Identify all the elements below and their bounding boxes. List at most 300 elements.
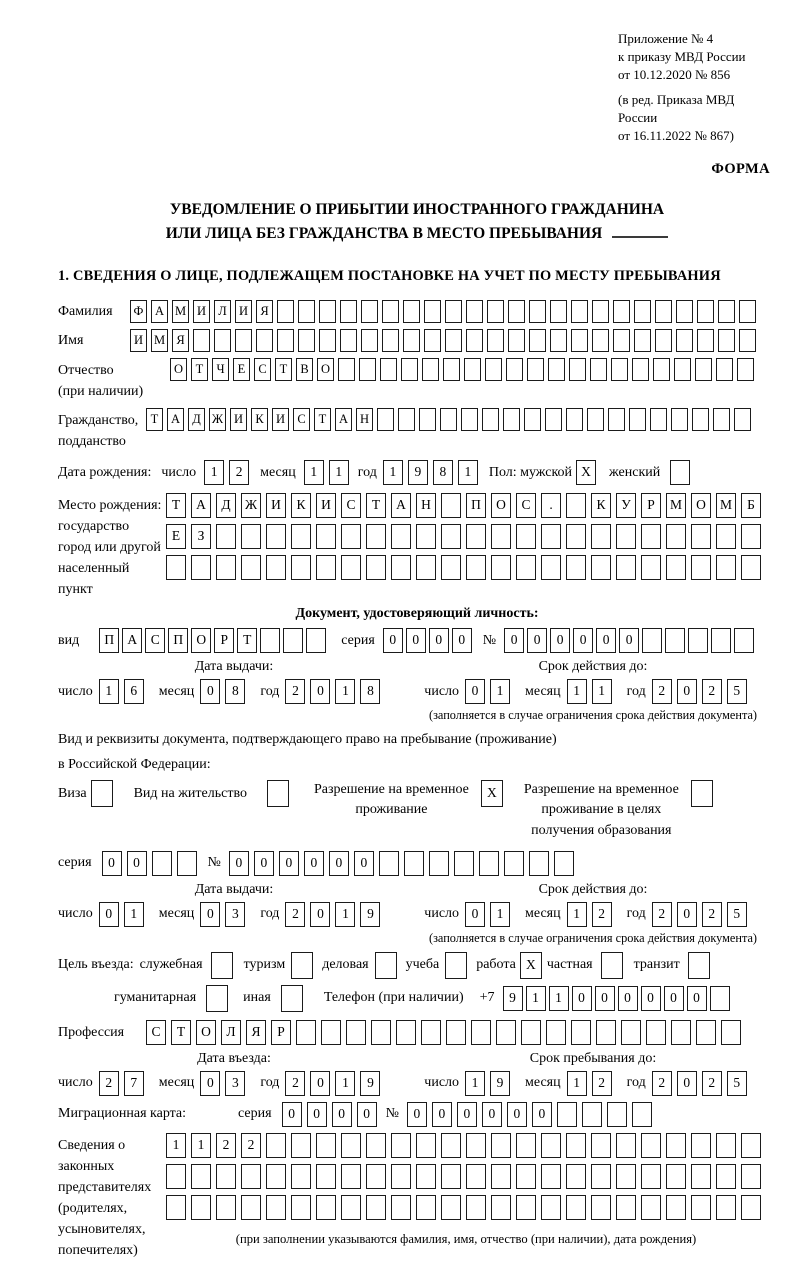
- char-cell[interactable]: С: [341, 493, 361, 518]
- char-cell[interactable]: [491, 524, 511, 549]
- char-cell[interactable]: [371, 1020, 391, 1045]
- char-cell[interactable]: [739, 329, 756, 352]
- char-cell[interactable]: [545, 408, 562, 431]
- char-cell[interactable]: [191, 1164, 211, 1189]
- char-cell[interactable]: 0: [429, 628, 449, 653]
- char-cell[interactable]: Ф: [130, 300, 147, 323]
- char-cell[interactable]: [710, 986, 730, 1011]
- char-cell[interactable]: [616, 555, 636, 580]
- char-cell[interactable]: [491, 1195, 511, 1220]
- char-cell[interactable]: 7: [124, 1071, 144, 1096]
- char-cell[interactable]: [541, 1195, 561, 1220]
- char-cell[interactable]: 1: [465, 1071, 485, 1096]
- char-cell[interactable]: [634, 300, 651, 323]
- char-cell[interactable]: Л: [221, 1020, 241, 1045]
- char-cell[interactable]: [166, 555, 186, 580]
- char-cell[interactable]: О: [491, 493, 511, 518]
- char-cell[interactable]: 0: [596, 628, 616, 653]
- char-cell[interactable]: М: [151, 329, 168, 352]
- char-cell[interactable]: 0: [504, 628, 524, 653]
- char-cell[interactable]: [256, 329, 273, 352]
- char-cell[interactable]: X: [576, 460, 596, 485]
- char-cell[interactable]: [359, 358, 376, 381]
- char-cell[interactable]: [461, 408, 478, 431]
- char-cell[interactable]: [466, 1133, 486, 1158]
- char-cell[interactable]: 1: [458, 460, 478, 485]
- char-cell[interactable]: Р: [214, 628, 234, 653]
- char-cell[interactable]: [341, 1133, 361, 1158]
- char-cell[interactable]: [666, 1195, 686, 1220]
- char-cell[interactable]: [590, 358, 607, 381]
- char-cell[interactable]: 0: [332, 1102, 352, 1127]
- char-cell[interactable]: М: [666, 493, 686, 518]
- char-cell[interactable]: [377, 408, 394, 431]
- char-cell[interactable]: [655, 329, 672, 352]
- char-cell[interactable]: [429, 851, 449, 876]
- char-cell[interactable]: [671, 408, 688, 431]
- char-cell[interactable]: 1: [124, 902, 144, 927]
- char-cell[interactable]: 2: [592, 902, 612, 927]
- char-cell[interactable]: [398, 408, 415, 431]
- char-cell[interactable]: 0: [550, 628, 570, 653]
- char-cell[interactable]: 0: [354, 851, 374, 876]
- char-cell[interactable]: [277, 329, 294, 352]
- char-cell[interactable]: [382, 300, 399, 323]
- char-cell[interactable]: [608, 408, 625, 431]
- char-cell[interactable]: И: [130, 329, 147, 352]
- char-cell[interactable]: [566, 1164, 586, 1189]
- char-cell[interactable]: М: [716, 493, 736, 518]
- char-cell[interactable]: [445, 300, 462, 323]
- char-cell[interactable]: Ж: [209, 408, 226, 431]
- char-cell[interactable]: [676, 300, 693, 323]
- char-cell[interactable]: [424, 300, 441, 323]
- char-cell[interactable]: [548, 358, 565, 381]
- char-cell[interactable]: [601, 952, 623, 979]
- char-cell[interactable]: [366, 555, 386, 580]
- char-cell[interactable]: [516, 555, 536, 580]
- char-cell[interactable]: [216, 524, 236, 549]
- char-cell[interactable]: [521, 1020, 541, 1045]
- char-cell[interactable]: А: [191, 493, 211, 518]
- char-cell[interactable]: [445, 952, 467, 979]
- char-cell[interactable]: [665, 628, 685, 653]
- char-cell[interactable]: Б: [741, 493, 761, 518]
- char-cell[interactable]: [216, 1195, 236, 1220]
- char-cell[interactable]: [316, 1164, 336, 1189]
- char-cell[interactable]: 0: [677, 679, 697, 704]
- char-cell[interactable]: [646, 1020, 666, 1045]
- char-cell[interactable]: .: [541, 493, 561, 518]
- char-cell[interactable]: К: [251, 408, 268, 431]
- char-cell[interactable]: [441, 524, 461, 549]
- char-cell[interactable]: [440, 408, 457, 431]
- char-cell[interactable]: 0: [664, 986, 684, 1011]
- char-cell[interactable]: [642, 628, 662, 653]
- char-cell[interactable]: 0: [102, 851, 122, 876]
- char-cell[interactable]: [191, 1195, 211, 1220]
- char-cell[interactable]: Р: [641, 493, 661, 518]
- char-cell[interactable]: [235, 329, 252, 352]
- char-cell[interactable]: [403, 329, 420, 352]
- char-cell[interactable]: 9: [360, 1071, 380, 1096]
- char-cell[interactable]: 1: [592, 679, 612, 704]
- char-cell[interactable]: [716, 1195, 736, 1220]
- char-cell[interactable]: 0: [357, 1102, 377, 1127]
- char-cell[interactable]: [166, 1195, 186, 1220]
- char-cell[interactable]: [557, 1102, 577, 1127]
- char-cell[interactable]: 0: [573, 628, 593, 653]
- char-cell[interactable]: [504, 851, 524, 876]
- char-cell[interactable]: 0: [329, 851, 349, 876]
- char-cell[interactable]: [491, 1164, 511, 1189]
- char-cell[interactable]: [741, 524, 761, 549]
- char-cell[interactable]: 0: [618, 986, 638, 1011]
- char-cell[interactable]: [216, 1164, 236, 1189]
- char-cell[interactable]: [241, 1164, 261, 1189]
- char-cell[interactable]: 5: [727, 902, 747, 927]
- char-cell[interactable]: 1: [191, 1133, 211, 1158]
- char-cell[interactable]: [291, 555, 311, 580]
- char-cell[interactable]: [613, 300, 630, 323]
- char-cell[interactable]: 1: [329, 460, 349, 485]
- char-cell[interactable]: [592, 300, 609, 323]
- char-cell[interactable]: [366, 1195, 386, 1220]
- char-cell[interactable]: [716, 358, 733, 381]
- char-cell[interactable]: [737, 358, 754, 381]
- char-cell[interactable]: [421, 1020, 441, 1045]
- char-cell[interactable]: Ж: [241, 493, 261, 518]
- char-cell[interactable]: [361, 329, 378, 352]
- char-cell[interactable]: [416, 1133, 436, 1158]
- char-cell[interactable]: [422, 358, 439, 381]
- char-cell[interactable]: [316, 555, 336, 580]
- char-cell[interactable]: [267, 780, 289, 807]
- char-cell[interactable]: [464, 358, 481, 381]
- char-cell[interactable]: [582, 1102, 602, 1127]
- char-cell[interactable]: [241, 524, 261, 549]
- char-cell[interactable]: [506, 358, 523, 381]
- char-cell[interactable]: [416, 555, 436, 580]
- char-cell[interactable]: [346, 1020, 366, 1045]
- char-cell[interactable]: [277, 300, 294, 323]
- char-cell[interactable]: Я: [246, 1020, 266, 1045]
- char-cell[interactable]: [529, 300, 546, 323]
- char-cell[interactable]: [641, 555, 661, 580]
- char-cell[interactable]: А: [391, 493, 411, 518]
- char-cell[interactable]: [454, 851, 474, 876]
- char-cell[interactable]: И: [272, 408, 289, 431]
- char-cell[interactable]: О: [196, 1020, 216, 1045]
- char-cell[interactable]: [741, 1133, 761, 1158]
- char-cell[interactable]: 1: [567, 679, 587, 704]
- char-cell[interactable]: [216, 555, 236, 580]
- char-cell[interactable]: 1: [304, 460, 324, 485]
- char-cell[interactable]: Ч: [212, 358, 229, 381]
- char-cell[interactable]: С: [146, 1020, 166, 1045]
- char-cell[interactable]: [416, 1164, 436, 1189]
- char-cell[interactable]: [445, 329, 462, 352]
- char-cell[interactable]: [266, 524, 286, 549]
- char-cell[interactable]: [516, 1195, 536, 1220]
- char-cell[interactable]: 1: [383, 460, 403, 485]
- char-cell[interactable]: [340, 300, 357, 323]
- char-cell[interactable]: [241, 555, 261, 580]
- char-cell[interactable]: [443, 358, 460, 381]
- char-cell[interactable]: 3: [225, 1071, 245, 1096]
- char-cell[interactable]: И: [193, 300, 210, 323]
- char-cell[interactable]: [691, 1133, 711, 1158]
- char-cell[interactable]: [441, 555, 461, 580]
- char-cell[interactable]: Я: [256, 300, 273, 323]
- char-cell[interactable]: [632, 1102, 652, 1127]
- char-cell[interactable]: [592, 329, 609, 352]
- char-cell[interactable]: [516, 1133, 536, 1158]
- char-cell[interactable]: [193, 329, 210, 352]
- char-cell[interactable]: [607, 1102, 627, 1127]
- char-cell[interactable]: 1: [490, 679, 510, 704]
- char-cell[interactable]: [616, 1164, 636, 1189]
- char-cell[interactable]: [616, 1133, 636, 1158]
- char-cell[interactable]: [666, 1133, 686, 1158]
- char-cell[interactable]: 1: [549, 986, 569, 1011]
- char-cell[interactable]: [629, 408, 646, 431]
- char-cell[interactable]: [341, 1195, 361, 1220]
- char-cell[interactable]: 1: [166, 1133, 186, 1158]
- char-cell[interactable]: [541, 555, 561, 580]
- char-cell[interactable]: А: [167, 408, 184, 431]
- char-cell[interactable]: [491, 1133, 511, 1158]
- char-cell[interactable]: [591, 555, 611, 580]
- char-cell[interactable]: [718, 300, 735, 323]
- char-cell[interactable]: [571, 1020, 591, 1045]
- char-cell[interactable]: [466, 1195, 486, 1220]
- char-cell[interactable]: [688, 952, 710, 979]
- char-cell[interactable]: [591, 1133, 611, 1158]
- char-cell[interactable]: 0: [406, 628, 426, 653]
- char-cell[interactable]: Н: [356, 408, 373, 431]
- char-cell[interactable]: [341, 555, 361, 580]
- char-cell[interactable]: А: [335, 408, 352, 431]
- char-cell[interactable]: [671, 1020, 691, 1045]
- char-cell[interactable]: 1: [335, 902, 355, 927]
- char-cell[interactable]: [503, 408, 520, 431]
- char-cell[interactable]: К: [291, 493, 311, 518]
- char-cell[interactable]: [341, 1164, 361, 1189]
- char-cell[interactable]: 0: [383, 628, 403, 653]
- char-cell[interactable]: 2: [702, 679, 722, 704]
- char-cell[interactable]: [697, 300, 714, 323]
- char-cell[interactable]: [366, 524, 386, 549]
- char-cell[interactable]: [479, 851, 499, 876]
- char-cell[interactable]: 9: [503, 986, 523, 1011]
- char-cell[interactable]: [403, 300, 420, 323]
- char-cell[interactable]: 2: [229, 460, 249, 485]
- char-cell[interactable]: 0: [127, 851, 147, 876]
- char-cell[interactable]: 0: [407, 1102, 427, 1127]
- char-cell[interactable]: А: [151, 300, 168, 323]
- char-cell[interactable]: 1: [335, 1071, 355, 1096]
- char-cell[interactable]: [316, 524, 336, 549]
- char-cell[interactable]: И: [316, 493, 336, 518]
- char-cell[interactable]: [298, 329, 315, 352]
- char-cell[interactable]: [152, 851, 172, 876]
- char-cell[interactable]: Р: [271, 1020, 291, 1045]
- char-cell[interactable]: С: [293, 408, 310, 431]
- char-cell[interactable]: [266, 555, 286, 580]
- char-cell[interactable]: 0: [282, 1102, 302, 1127]
- char-cell[interactable]: [416, 1195, 436, 1220]
- char-cell[interactable]: С: [516, 493, 536, 518]
- char-cell[interactable]: 2: [285, 902, 305, 927]
- char-cell[interactable]: [466, 1164, 486, 1189]
- char-cell[interactable]: [691, 1195, 711, 1220]
- char-cell[interactable]: Т: [166, 493, 186, 518]
- char-cell[interactable]: [541, 1133, 561, 1158]
- char-cell[interactable]: [291, 1133, 311, 1158]
- char-cell[interactable]: 9: [490, 1071, 510, 1096]
- char-cell[interactable]: [634, 329, 651, 352]
- char-cell[interactable]: 0: [465, 679, 485, 704]
- char-cell[interactable]: [529, 851, 549, 876]
- char-cell[interactable]: [487, 329, 504, 352]
- char-cell[interactable]: [641, 1133, 661, 1158]
- char-cell[interactable]: 9: [408, 460, 428, 485]
- char-cell[interactable]: С: [254, 358, 271, 381]
- char-cell[interactable]: [191, 555, 211, 580]
- char-cell[interactable]: [296, 1020, 316, 1045]
- char-cell[interactable]: [291, 1195, 311, 1220]
- char-cell[interactable]: П: [466, 493, 486, 518]
- char-cell[interactable]: 8: [360, 679, 380, 704]
- char-cell[interactable]: [491, 555, 511, 580]
- char-cell[interactable]: Е: [166, 524, 186, 549]
- char-cell[interactable]: 5: [727, 1071, 747, 1096]
- char-cell[interactable]: 6: [124, 679, 144, 704]
- char-cell[interactable]: 0: [532, 1102, 552, 1127]
- char-cell[interactable]: [283, 628, 303, 653]
- char-cell[interactable]: [338, 358, 355, 381]
- char-cell[interactable]: И: [266, 493, 286, 518]
- char-cell[interactable]: [655, 300, 672, 323]
- char-cell[interactable]: У: [616, 493, 636, 518]
- char-cell[interactable]: [674, 358, 691, 381]
- char-cell[interactable]: 0: [527, 628, 547, 653]
- char-cell[interactable]: [177, 851, 197, 876]
- char-cell[interactable]: [485, 358, 502, 381]
- char-cell[interactable]: [266, 1133, 286, 1158]
- char-cell[interactable]: [691, 524, 711, 549]
- char-cell[interactable]: [382, 329, 399, 352]
- char-cell[interactable]: [691, 1164, 711, 1189]
- char-cell[interactable]: [641, 1195, 661, 1220]
- char-cell[interactable]: [260, 628, 280, 653]
- char-cell[interactable]: [496, 1020, 516, 1045]
- char-cell[interactable]: [441, 1195, 461, 1220]
- char-cell[interactable]: 0: [595, 986, 615, 1011]
- char-cell[interactable]: [441, 1133, 461, 1158]
- char-cell[interactable]: Т: [237, 628, 257, 653]
- char-cell[interactable]: 0: [200, 902, 220, 927]
- char-cell[interactable]: 0: [677, 902, 697, 927]
- char-cell[interactable]: 0: [310, 679, 330, 704]
- char-cell[interactable]: [591, 524, 611, 549]
- char-cell[interactable]: 1: [99, 679, 119, 704]
- char-cell[interactable]: [716, 1133, 736, 1158]
- char-cell[interactable]: [566, 408, 583, 431]
- char-cell[interactable]: [546, 1020, 566, 1045]
- char-cell[interactable]: [508, 329, 525, 352]
- char-cell[interactable]: [734, 628, 754, 653]
- char-cell[interactable]: 2: [652, 679, 672, 704]
- char-cell[interactable]: О: [317, 358, 334, 381]
- char-cell[interactable]: Т: [275, 358, 292, 381]
- char-cell[interactable]: 2: [285, 679, 305, 704]
- char-cell[interactable]: [527, 358, 544, 381]
- char-cell[interactable]: 2: [241, 1133, 261, 1158]
- char-cell[interactable]: [466, 555, 486, 580]
- char-cell[interactable]: [466, 329, 483, 352]
- char-cell[interactable]: [321, 1020, 341, 1045]
- char-cell[interactable]: П: [99, 628, 119, 653]
- char-cell[interactable]: [266, 1164, 286, 1189]
- char-cell[interactable]: [666, 1164, 686, 1189]
- char-cell[interactable]: [569, 358, 586, 381]
- char-cell[interactable]: [482, 408, 499, 431]
- char-cell[interactable]: 0: [307, 1102, 327, 1127]
- char-cell[interactable]: [741, 1164, 761, 1189]
- char-cell[interactable]: [688, 628, 708, 653]
- char-cell[interactable]: 1: [335, 679, 355, 704]
- char-cell[interactable]: [653, 358, 670, 381]
- char-cell[interactable]: [718, 329, 735, 352]
- char-cell[interactable]: М: [172, 300, 189, 323]
- char-cell[interactable]: Т: [314, 408, 331, 431]
- char-cell[interactable]: З: [191, 524, 211, 549]
- char-cell[interactable]: [566, 524, 586, 549]
- char-cell[interactable]: 2: [652, 902, 672, 927]
- char-cell[interactable]: О: [691, 493, 711, 518]
- char-cell[interactable]: [211, 952, 233, 979]
- char-cell[interactable]: [691, 555, 711, 580]
- char-cell[interactable]: [591, 1195, 611, 1220]
- char-cell[interactable]: [366, 1133, 386, 1158]
- char-cell[interactable]: 3: [225, 902, 245, 927]
- char-cell[interactable]: [716, 1164, 736, 1189]
- char-cell[interactable]: О: [170, 358, 187, 381]
- char-cell[interactable]: О: [191, 628, 211, 653]
- char-cell[interactable]: [591, 1164, 611, 1189]
- char-cell[interactable]: [396, 1020, 416, 1045]
- char-cell[interactable]: [571, 300, 588, 323]
- char-cell[interactable]: [214, 329, 231, 352]
- char-cell[interactable]: [419, 408, 436, 431]
- char-cell[interactable]: [741, 1195, 761, 1220]
- char-cell[interactable]: С: [145, 628, 165, 653]
- char-cell[interactable]: [446, 1020, 466, 1045]
- char-cell[interactable]: [566, 1133, 586, 1158]
- char-cell[interactable]: [391, 524, 411, 549]
- char-cell[interactable]: 0: [200, 679, 220, 704]
- char-cell[interactable]: [721, 1020, 741, 1045]
- char-cell[interactable]: [91, 780, 113, 807]
- char-cell[interactable]: 0: [677, 1071, 697, 1096]
- char-cell[interactable]: [508, 300, 525, 323]
- char-cell[interactable]: [281, 985, 303, 1012]
- char-cell[interactable]: [291, 952, 313, 979]
- char-cell[interactable]: [741, 555, 761, 580]
- char-cell[interactable]: В: [296, 358, 313, 381]
